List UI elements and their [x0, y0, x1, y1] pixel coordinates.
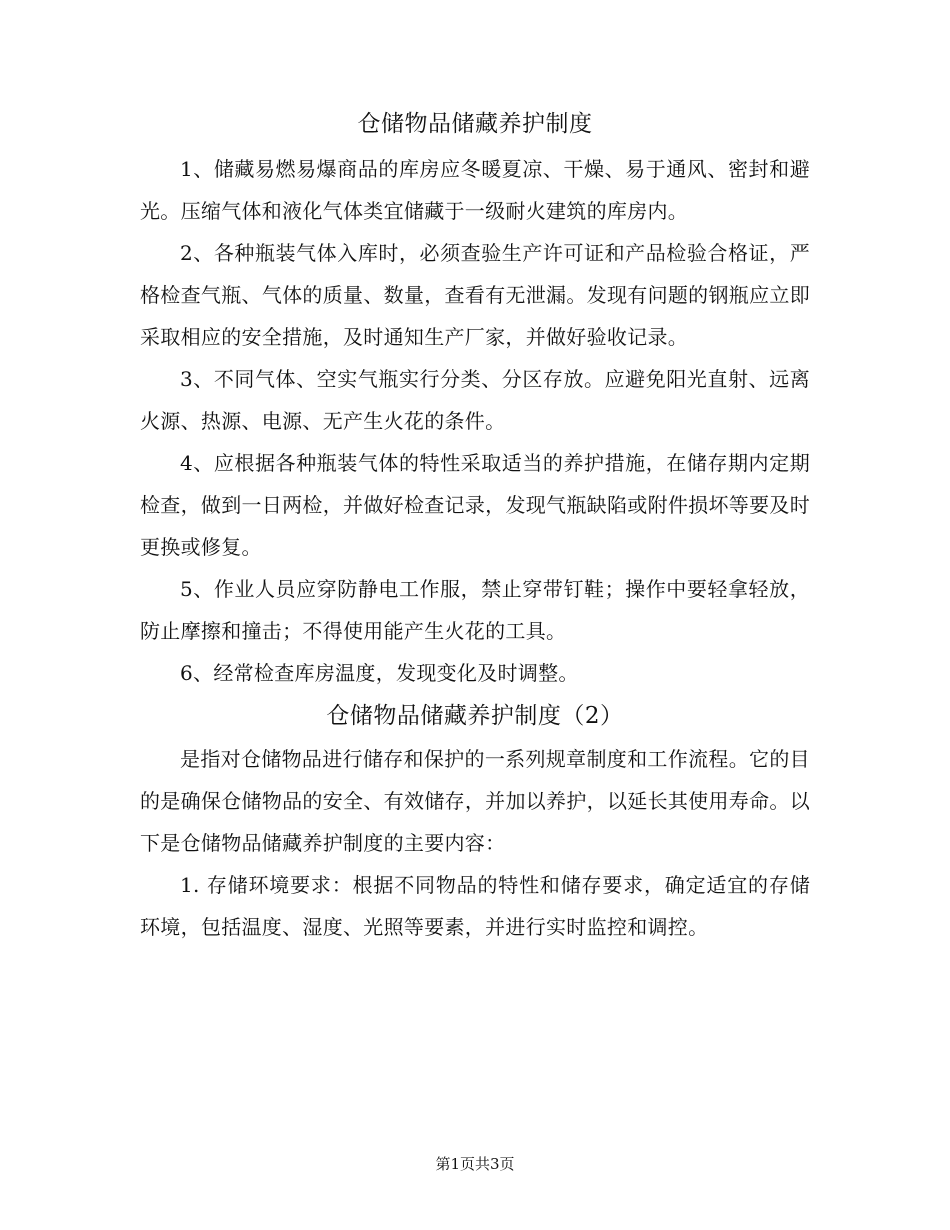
document-title: 仓储物品储藏养护制度: [357, 111, 593, 137]
section-2: [140, 738, 810, 948]
section-2-intro: 是指对仓储物品进行储存和保护的一系列规章制度和工作流程。它的目的是确保仓储物品的安全、有效储存，并加以养护，以延长其使用寿命。以下是仓储物品储藏养护制度的主要内容：: [140, 747, 810, 855]
paragraph-2: 2、各种瓶装气体入库时，必须查验生产许可证和产品检验合格证，严格检查气瓶、气体的质量、数量，查看有无泄漏。发现有问题的钢瓶应立即采取相应的安全措施，及时通知生产厂家，并做好验收记录。: [140, 241, 810, 349]
document-body: [140, 102, 810, 948]
paragraph-5: 5、作业人员应穿防静电工作服，禁止穿带钉鞋；操作中要轻拿轻放，防止摩擦和撞击；不得使用能产生火花的工具。: [140, 577, 810, 643]
paragraph-3: 3、不同气体、空实气瓶实行分类、分区存放。应避免阳光直射、远离火源、热源、电源、无产生火花的条件。: [140, 367, 810, 433]
section-2-title: 仓储物品储藏养护制度（2）: [326, 703, 624, 729]
paragraph-6: 6、经常检查库房温度，发现变化及时调整。: [180, 661, 579, 685]
section-1: [140, 148, 810, 694]
section-2-item-1: 1. 存储环境要求：根据不同物品的特性和储存要求，确定适宜的存储环境，包括温度、湿度、光照等要素，并进行实时监控和调控。: [140, 873, 810, 939]
paragraph-1: 1、储藏易燃易爆商品的库房应冬暖夏凉、干燥、易于通风、密封和避光。压缩气体和液化气体类宜储藏于一级耐火建筑的库房内。: [140, 157, 810, 223]
paragraph-4: 4、应根据各种瓶装气体的特性采取适当的养护措施，在储存期内定期检查，做到一日两检，并做好检查记录，发现气瓶缺陷或附件损坏等要及时更换或修复。: [140, 451, 810, 559]
page-number-footer: 第1页共3页: [435, 1155, 515, 1173]
